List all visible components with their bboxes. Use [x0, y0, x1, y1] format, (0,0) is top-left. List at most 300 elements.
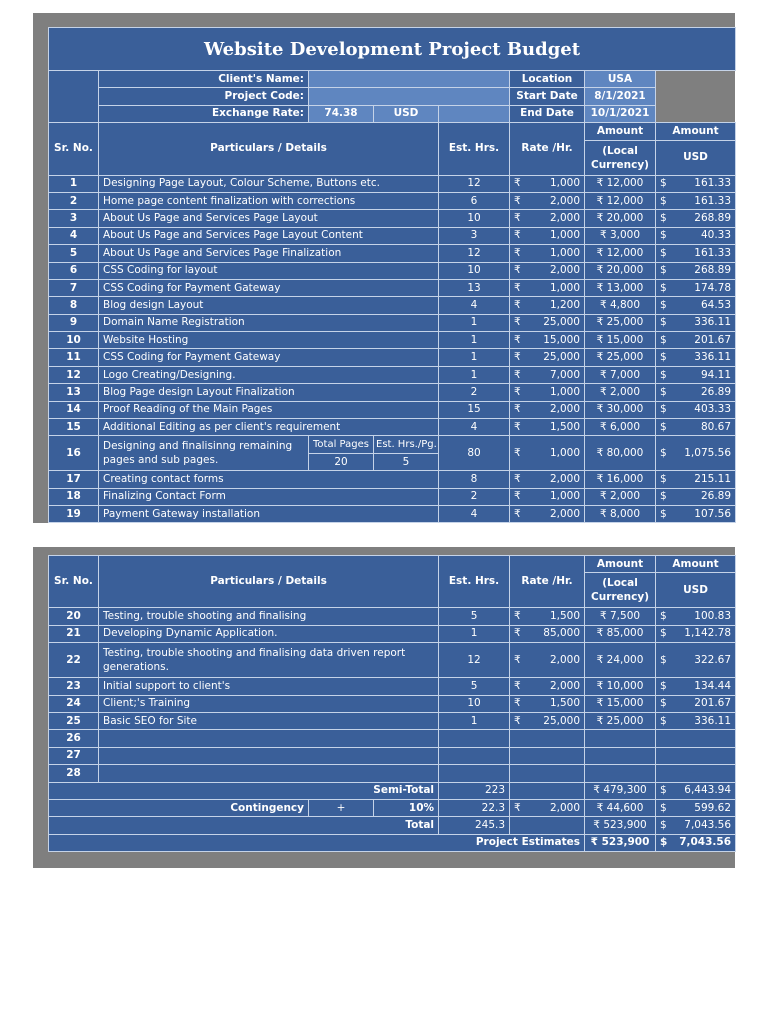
rate-cell[interactable] [510, 349, 585, 366]
header-amount-usd: Amount [656, 123, 736, 140]
sr-no-cell: 13 [49, 384, 99, 401]
rate-value: 1,200 [549, 298, 580, 311]
rate-cell[interactable] [510, 488, 585, 505]
rate-cell[interactable] [510, 384, 585, 401]
sr-no-cell: 22 [49, 643, 99, 678]
amount-usd-cell [656, 471, 736, 488]
rupee-symbol: ₹ [514, 264, 521, 277]
rate-value: 2,000 [549, 653, 581, 666]
rate-value: 2,000 [549, 403, 580, 416]
amount-usd-cell [656, 349, 736, 366]
rate-cell[interactable] [510, 332, 585, 349]
particulars-cell[interactable] [99, 730, 439, 747]
rate-cell[interactable] [510, 505, 585, 522]
est-hrs-per-page-value[interactable]: 5 [374, 453, 439, 470]
usd-value: 161.33 [694, 246, 732, 259]
usd-value: 174.78 [694, 281, 732, 294]
rate-value: 1,000 [549, 490, 580, 503]
rupee-symbol: ₹ [514, 194, 521, 207]
amount-usd-cell [656, 730, 736, 747]
rupee-symbol: ₹ [514, 507, 521, 520]
table-row [49, 366, 736, 383]
est-hrs-cell[interactable]: 12 [439, 175, 510, 192]
usd-value: 40.33 [700, 229, 732, 242]
particulars-cell[interactable] [99, 747, 439, 764]
rate-cell[interactable] [510, 192, 585, 209]
project-code-field[interactable] [309, 88, 510, 105]
project-estimates-local: ₹ 523,900 [585, 834, 656, 851]
dollar-symbol: $ [660, 490, 667, 503]
start-date-label: Start Date [510, 88, 585, 105]
particulars-cell[interactable]: Additional Editing as per client's requirement [99, 419, 439, 436]
est-hrs-per-page-label: Est. Hrs./Pg. [374, 436, 439, 453]
est-hrs-cell[interactable]: 1 [439, 332, 510, 349]
sr-no-cell: 2 [49, 192, 99, 209]
amount-local-cell: ₹ 4,800 [585, 297, 656, 314]
amount-usd-cell [656, 678, 736, 695]
rupee-symbol: ₹ [514, 801, 521, 814]
dollar-symbol: $ [660, 472, 667, 485]
rate-cell[interactable] [510, 419, 585, 436]
sr-no-cell: 15 [49, 419, 99, 436]
rate-cell[interactable] [510, 262, 585, 279]
table-row [49, 175, 736, 192]
amount-local-cell: ₹ 15,000 [585, 695, 656, 712]
exchange-rate-label: Exchange Rate: [99, 105, 309, 122]
table-row [49, 765, 736, 782]
table-row [49, 488, 736, 505]
client-name-label: Client's Name: [99, 71, 309, 88]
usd-value: 7,043.56 [684, 818, 732, 831]
rate-cell[interactable] [510, 730, 585, 747]
rate-cell[interactable] [510, 401, 585, 418]
table-row [49, 419, 736, 436]
end-date-label: End Date [510, 105, 585, 122]
contingency-local: ₹ 44,600 [585, 799, 656, 816]
rate-value: 1,500 [549, 610, 581, 623]
est-hrs-cell[interactable] [439, 747, 510, 764]
particulars-cell[interactable]: Creating contact forms [99, 471, 439, 488]
rupee-symbol: ₹ [514, 281, 521, 294]
amount-usd-cell [656, 192, 736, 209]
est-hrs-cell[interactable]: 4 [439, 419, 510, 436]
amount-local-cell: ₹ 25,000 [585, 314, 656, 331]
amount-local-cell: ₹ 7,500 [585, 608, 656, 625]
amount-usd-cell [656, 419, 736, 436]
table-row [49, 695, 736, 712]
amount-usd-cell [656, 332, 736, 349]
amount-usd-cell [656, 436, 736, 471]
usd-value: 134.44 [694, 679, 732, 692]
amount-local-cell: ₹ 13,000 [585, 279, 656, 296]
total-pages-label: Total Pages [309, 436, 374, 453]
blank-cell [439, 105, 510, 122]
amount-local-cell: ₹ 2,000 [585, 488, 656, 505]
rate-value: 25,000 [543, 714, 581, 727]
amount-usd-cell [656, 210, 736, 227]
usd-value: 336.11 [694, 316, 732, 329]
particulars-cell[interactable]: Designing and finalisinng remaining pages and sub pages. [99, 436, 309, 471]
location-value[interactable]: USA [585, 71, 656, 88]
rate-value: 1,000 [549, 246, 580, 259]
particulars-cell[interactable]: Blog design Layout [99, 297, 439, 314]
usd-value: 6,443.94 [684, 784, 732, 797]
est-hrs-cell[interactable]: 6 [439, 192, 510, 209]
dollar-symbol: $ [660, 264, 667, 277]
dollar-symbol: $ [660, 784, 667, 797]
amount-usd-cell [656, 747, 736, 764]
table-row [49, 747, 736, 764]
total-hours: 245.3 [439, 817, 510, 834]
semi-total-label: Semi-Total [49, 782, 439, 799]
location-label: Location [510, 71, 585, 88]
header-sr-no: Sr. No. [49, 123, 99, 175]
sr-no-cell: 28 [49, 765, 99, 782]
contingency-label: Contingency [49, 799, 309, 816]
usd-value: 161.33 [694, 177, 732, 190]
particulars-cell[interactable]: CSS Coding for Payment Gateway [99, 279, 439, 296]
amount-usd-cell [656, 366, 736, 383]
rate-cell[interactable] [510, 366, 585, 383]
rate-value: 2,000 [549, 472, 580, 485]
est-hrs-cell[interactable]: 12 [439, 643, 510, 678]
budget-sheet-page-2 [33, 547, 735, 868]
usd-value: 268.89 [694, 212, 732, 225]
rupee-symbol: ₹ [514, 627, 521, 640]
amount-usd-cell [656, 695, 736, 712]
blank-cell [510, 817, 585, 834]
sr-no-cell: 8 [49, 297, 99, 314]
amount-usd-cell [656, 608, 736, 625]
est-hrs-cell[interactable]: 2 [439, 488, 510, 505]
est-hrs-cell[interactable]: 1 [439, 625, 510, 642]
dollar-symbol: $ [660, 316, 667, 329]
dollar-symbol: $ [660, 420, 667, 433]
particulars-cell[interactable]: Website Hosting [99, 332, 439, 349]
amount-usd-cell [656, 643, 736, 678]
amount-usd-cell [656, 384, 736, 401]
particulars-cell[interactable]: Logo Creating/Designing. [99, 366, 439, 383]
rate-value: 2,000 [549, 679, 581, 692]
usd-value: 100.83 [694, 610, 732, 623]
est-hrs-cell[interactable]: 10 [439, 210, 510, 227]
usd-value: 201.67 [694, 333, 732, 346]
dollar-symbol: $ [660, 714, 667, 727]
table-row [49, 401, 736, 418]
rate-cell[interactable] [510, 643, 585, 678]
usd-value: 1,075.56 [684, 446, 732, 459]
rupee-symbol: ₹ [514, 385, 521, 398]
amount-local-cell: ₹ 15,000 [585, 332, 656, 349]
dollar-symbol: $ [660, 212, 667, 225]
dollar-symbol: $ [660, 679, 667, 692]
rate-cell[interactable] [510, 279, 585, 296]
amount-usd-cell [656, 314, 736, 331]
rate-cell[interactable] [510, 210, 585, 227]
header-particulars: Particulars / Details [99, 556, 439, 608]
sr-no-cell: 3 [49, 210, 99, 227]
rate-cell[interactable] [510, 227, 585, 244]
amount-local-cell: ₹ 24,000 [585, 643, 656, 678]
dollar-symbol: $ [660, 177, 667, 190]
budget-sheet-page-1 [33, 13, 735, 523]
rate-value: 2,000 [549, 212, 580, 225]
dollar-symbol: $ [660, 403, 667, 416]
dollar-symbol: $ [660, 229, 667, 242]
usd-value: 94.11 [700, 368, 732, 381]
particulars-cell[interactable]: About Us Page and Services Page Layout Content [99, 227, 439, 244]
usd-value: 26.89 [700, 490, 732, 503]
rate-value: 25,000 [543, 316, 580, 329]
rate-cell[interactable] [510, 471, 585, 488]
header-usd: USD [656, 573, 736, 608]
rate-cell[interactable] [510, 712, 585, 729]
est-hrs-cell[interactable] [439, 765, 510, 782]
particulars-cell[interactable]: Client;'s Training [99, 695, 439, 712]
amount-local-cell: ₹ 7,000 [585, 366, 656, 383]
dollar-symbol: $ [660, 351, 667, 364]
particulars-cell[interactable]: Developing Dynamic Application. [99, 625, 439, 642]
amount-local-cell: ₹ 2,000 [585, 384, 656, 401]
rupee-symbol: ₹ [514, 697, 521, 710]
table-row [49, 227, 736, 244]
rupee-symbol: ₹ [514, 229, 521, 242]
particulars-cell[interactable]: Initial support to client's [99, 678, 439, 695]
particulars-cell[interactable]: Finalizing Contact Form [99, 488, 439, 505]
amount-usd-cell [656, 401, 736, 418]
rate-value: 2,000 [549, 264, 580, 277]
sr-no-cell: 10 [49, 332, 99, 349]
amount-local-cell: ₹ 25,000 [585, 349, 656, 366]
usd-value: 201.67 [694, 697, 732, 710]
contingency-usd [656, 799, 736, 816]
table-row [49, 471, 736, 488]
est-hrs-cell[interactable]: 12 [439, 245, 510, 262]
sr-no-cell: 26 [49, 730, 99, 747]
rupee-symbol: ₹ [514, 420, 521, 433]
rate-value: 1,000 [549, 446, 580, 459]
contingency-percent[interactable]: 10% [374, 799, 439, 816]
rupee-symbol: ₹ [514, 446, 521, 459]
amount-usd-cell [656, 175, 736, 192]
project-code-label: Project Code: [99, 88, 309, 105]
est-hrs-cell[interactable]: 80 [439, 436, 510, 471]
rate-cell[interactable] [510, 695, 585, 712]
dollar-symbol: $ [660, 507, 667, 520]
client-name-field[interactable] [309, 71, 510, 88]
rate-value: 1,500 [549, 420, 580, 433]
table-row [49, 608, 736, 625]
table-row [49, 279, 736, 296]
rupee-symbol: ₹ [514, 679, 521, 692]
particulars-cell[interactable]: Testing, trouble shooting and finalising [99, 608, 439, 625]
particulars-cell[interactable] [99, 765, 439, 782]
est-hrs-cell[interactable]: 10 [439, 695, 510, 712]
sr-no-cell: 1 [49, 175, 99, 192]
table-row [49, 349, 736, 366]
exchange-currency[interactable]: USD [374, 105, 439, 122]
est-hrs-cell[interactable]: 1 [439, 712, 510, 729]
rate-cell[interactable] [510, 314, 585, 331]
rate-cell[interactable] [510, 765, 585, 782]
usd-value: 1,142.78 [684, 627, 732, 640]
header-usd: USD [656, 140, 736, 175]
rate-value: 2,000 [549, 194, 580, 207]
sr-no-cell: 24 [49, 695, 99, 712]
header-rate: Rate /Hr. [510, 556, 585, 608]
est-hrs-cell[interactable]: 4 [439, 505, 510, 522]
particulars-cell[interactable]: Designing Page Layout, Colour Scheme, Buttons etc. [99, 175, 439, 192]
particulars-cell[interactable]: Basic SEO for Site [99, 712, 439, 729]
table-row [49, 384, 736, 401]
particulars-cell[interactable]: Proof Reading of the Main Pages [99, 401, 439, 418]
header-rate: Rate /Hr. [510, 123, 585, 175]
amount-local-cell: ₹ 20,000 [585, 210, 656, 227]
blank-cell [510, 782, 585, 799]
est-hrs-cell[interactable]: 4 [439, 297, 510, 314]
amount-usd-cell [656, 279, 736, 296]
sr-no-cell: 27 [49, 747, 99, 764]
rate-cell[interactable] [510, 175, 585, 192]
rate-value: 1,000 [549, 281, 580, 294]
sr-no-cell: 9 [49, 314, 99, 331]
table-row [49, 332, 736, 349]
amount-usd-cell [656, 227, 736, 244]
contingency-hours: 22.3 [439, 799, 510, 816]
est-hrs-cell[interactable]: 5 [439, 608, 510, 625]
rupee-symbol: ₹ [514, 333, 521, 346]
usd-value: 26.89 [700, 385, 732, 398]
semi-total-local: ₹ 479,300 [585, 782, 656, 799]
contingency-sign: + [309, 799, 374, 816]
header-sr-no: Sr. No. [49, 556, 99, 608]
est-hrs-cell[interactable]: 13 [439, 279, 510, 296]
amount-local-cell: ₹ 12,000 [585, 192, 656, 209]
rupee-symbol: ₹ [514, 212, 521, 225]
dollar-symbol: $ [660, 368, 667, 381]
est-hrs-cell[interactable]: 15 [439, 401, 510, 418]
est-hrs-cell[interactable]: 10 [439, 262, 510, 279]
usd-value: 268.89 [694, 264, 732, 277]
est-hrs-cell[interactable]: 1 [439, 349, 510, 366]
dollar-symbol: $ [660, 801, 667, 814]
usd-value: 336.11 [694, 714, 732, 727]
amount-usd-cell [656, 625, 736, 642]
table-row [49, 730, 736, 747]
est-hrs-cell[interactable]: 5 [439, 678, 510, 695]
total-usd [656, 817, 736, 834]
rate-cell[interactable] [510, 625, 585, 642]
rupee-symbol: ₹ [514, 714, 521, 727]
est-hrs-cell[interactable]: 1 [439, 314, 510, 331]
total-pages-value[interactable]: 20 [309, 453, 374, 470]
rate-cell[interactable] [510, 608, 585, 625]
end-date-value[interactable]: 10/1/2021 [585, 105, 656, 122]
rupee-symbol: ₹ [514, 368, 521, 381]
est-hrs-cell[interactable]: 8 [439, 471, 510, 488]
table-row [49, 192, 736, 209]
dollar-symbol: $ [660, 627, 667, 640]
amount-local-cell [585, 730, 656, 747]
table-row [49, 505, 736, 522]
exchange-rate-value[interactable]: 74.38 [309, 105, 374, 122]
contingency-rate[interactable] [510, 799, 585, 816]
rate-cell[interactable] [510, 678, 585, 695]
rupee-symbol: ₹ [514, 177, 521, 190]
usd-value: 215.11 [694, 472, 732, 485]
dollar-symbol: $ [660, 246, 667, 259]
sr-no-cell: 18 [49, 488, 99, 505]
particulars-cell[interactable]: Domain Name Registration [99, 314, 439, 331]
est-hrs-cell[interactable]: 3 [439, 227, 510, 244]
header-local-currency: (Local Currency) [585, 573, 656, 608]
particulars-cell[interactable]: Home page content finalization with corrections [99, 192, 439, 209]
rate-value: 1,000 [549, 177, 580, 190]
rupee-symbol: ₹ [514, 298, 521, 311]
usd-value: 161.33 [694, 194, 732, 207]
amount-local-cell: ₹ 3,000 [585, 227, 656, 244]
rate-value: 15,000 [543, 333, 580, 346]
est-hrs-cell[interactable]: 1 [439, 366, 510, 383]
rate-value: 85,000 [543, 627, 581, 640]
table-row [49, 712, 736, 729]
rupee-symbol: ₹ [514, 490, 521, 503]
particulars-cell[interactable]: CSS Coding for layout [99, 262, 439, 279]
sr-no-cell: 23 [49, 678, 99, 695]
dollar-symbol: $ [660, 836, 668, 849]
particulars-cell[interactable]: About Us Page and Services Page Layout [99, 210, 439, 227]
particulars-cell[interactable]: Testing, trouble shooting and finalising data driven report generations. [99, 643, 439, 678]
dollar-symbol: $ [660, 298, 667, 311]
header-est-hrs: Est. Hrs. [439, 123, 510, 175]
particulars-cell[interactable]: Payment Gateway installation [99, 505, 439, 522]
particulars-cell[interactable]: CSS Coding for Payment Gateway [99, 349, 439, 366]
amount-usd-cell [656, 712, 736, 729]
amount-local-cell: ₹ 25,000 [585, 712, 656, 729]
est-hrs-cell[interactable] [439, 730, 510, 747]
usd-value: 336.11 [694, 351, 732, 364]
sr-no-cell: 16 [49, 436, 99, 471]
rate-cell[interactable] [510, 747, 585, 764]
total-local: ₹ 523,900 [585, 817, 656, 834]
amount-usd-cell [656, 262, 736, 279]
particulars-cell[interactable]: Blog Page design Layout Finalization [99, 384, 439, 401]
rate-value: 1,500 [549, 697, 581, 710]
rate-cell[interactable] [510, 245, 585, 262]
particulars-cell[interactable]: About Us Page and Services Page Finalization [99, 245, 439, 262]
usd-value: 80.67 [700, 420, 732, 433]
project-estimates-usd [656, 834, 736, 851]
dollar-symbol: $ [660, 610, 667, 623]
est-hrs-cell[interactable]: 2 [439, 384, 510, 401]
dollar-symbol: $ [660, 446, 667, 459]
sr-no-cell: 14 [49, 401, 99, 418]
rupee-symbol: ₹ [514, 610, 521, 623]
header-amount-local: Amount [585, 123, 656, 140]
rate-cell[interactable] [510, 297, 585, 314]
dollar-symbol: $ [660, 385, 667, 398]
rate-value: 7,000 [549, 368, 580, 381]
rupee-symbol: ₹ [514, 246, 521, 259]
amount-local-cell: ₹ 30,000 [585, 401, 656, 418]
sr-no-cell: 17 [49, 471, 99, 488]
sr-no-cell: 21 [49, 625, 99, 642]
amount-local-cell: ₹ 12,000 [585, 245, 656, 262]
amount-usd-cell [656, 765, 736, 782]
rate-cell[interactable] [510, 436, 585, 471]
start-date-value[interactable]: 8/1/2021 [585, 88, 656, 105]
amount-local-cell: ₹ 6,000 [585, 419, 656, 436]
